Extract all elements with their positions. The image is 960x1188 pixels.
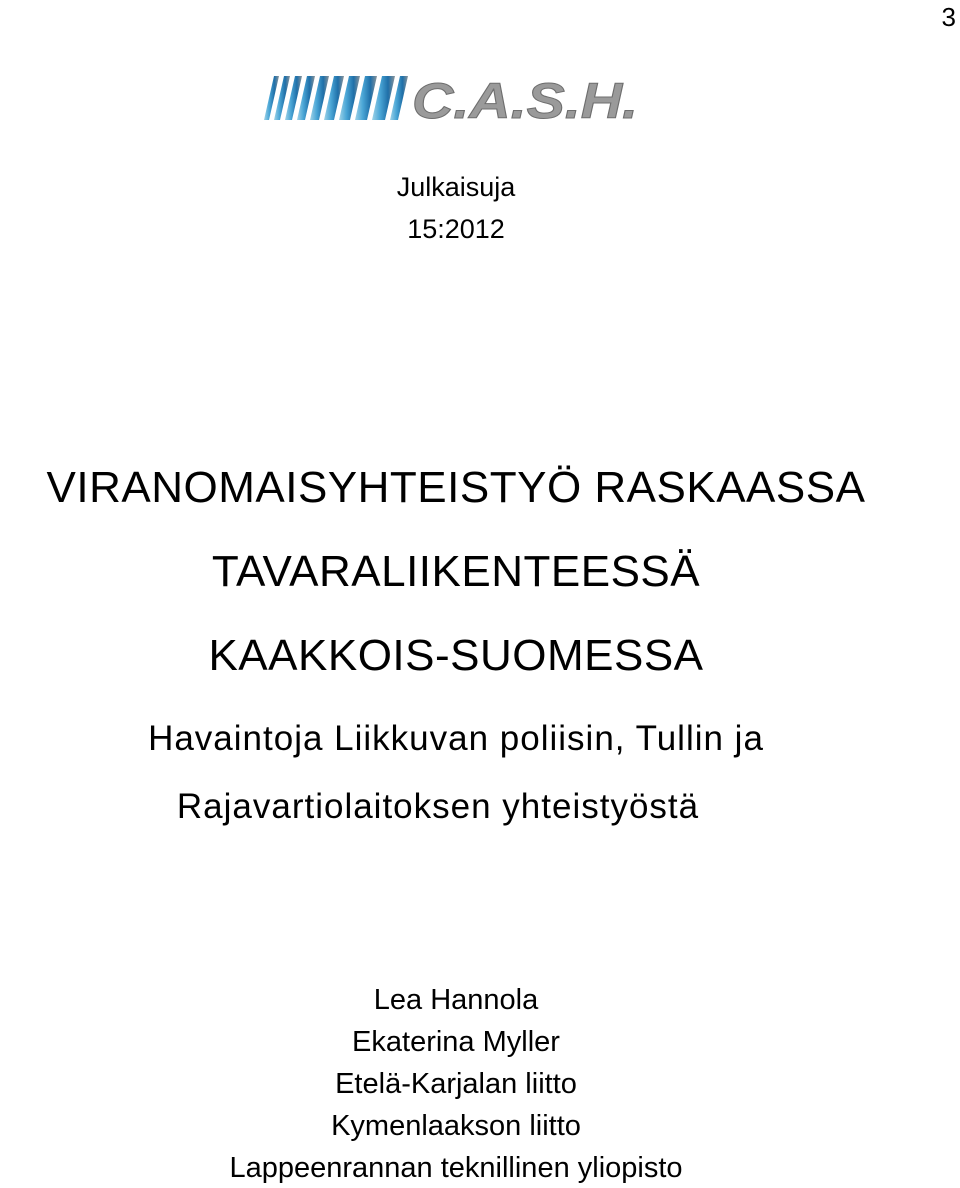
org-etela-karjalan-liitto: Etelä-Karjalan liitto — [335, 1068, 577, 1100]
logo-stripes — [264, 76, 408, 120]
org-lut-university: Lappeenrannan teknillinen yliopisto — [229, 1152, 683, 1184]
title-line-3: KAAKKOIS-SUOMESSA — [208, 631, 704, 680]
cash-logo — [262, 72, 642, 124]
publication-number: 15:2012 — [407, 214, 505, 244]
logo-text: C.A.S.H. — [412, 73, 638, 124]
title-line-1: VIRANOMAISYHTEISTYÖ RASKAASSA — [46, 463, 866, 512]
subtitle-line-2: Rajavartiolaitoksen yhteistyöstä — [176, 787, 700, 826]
author-lea-hannola: Lea Hannola — [373, 984, 539, 1016]
publication-series-label: Julkaisuja — [396, 172, 516, 202]
page-number: 3 — [941, 2, 956, 32]
author-ekaterina-myller: Ekaterina Myller — [352, 1026, 560, 1058]
subtitle-line-1: Havaintoja Liikkuvan poliisin, Tullin ja — [148, 719, 764, 758]
title-line-2: TAVARALIIKENTEESSÄ — [211, 547, 701, 596]
org-kymenlaakson-liitto: Kymenlaakson liitto — [331, 1110, 581, 1142]
cash-logo-graphic — [262, 72, 642, 124]
